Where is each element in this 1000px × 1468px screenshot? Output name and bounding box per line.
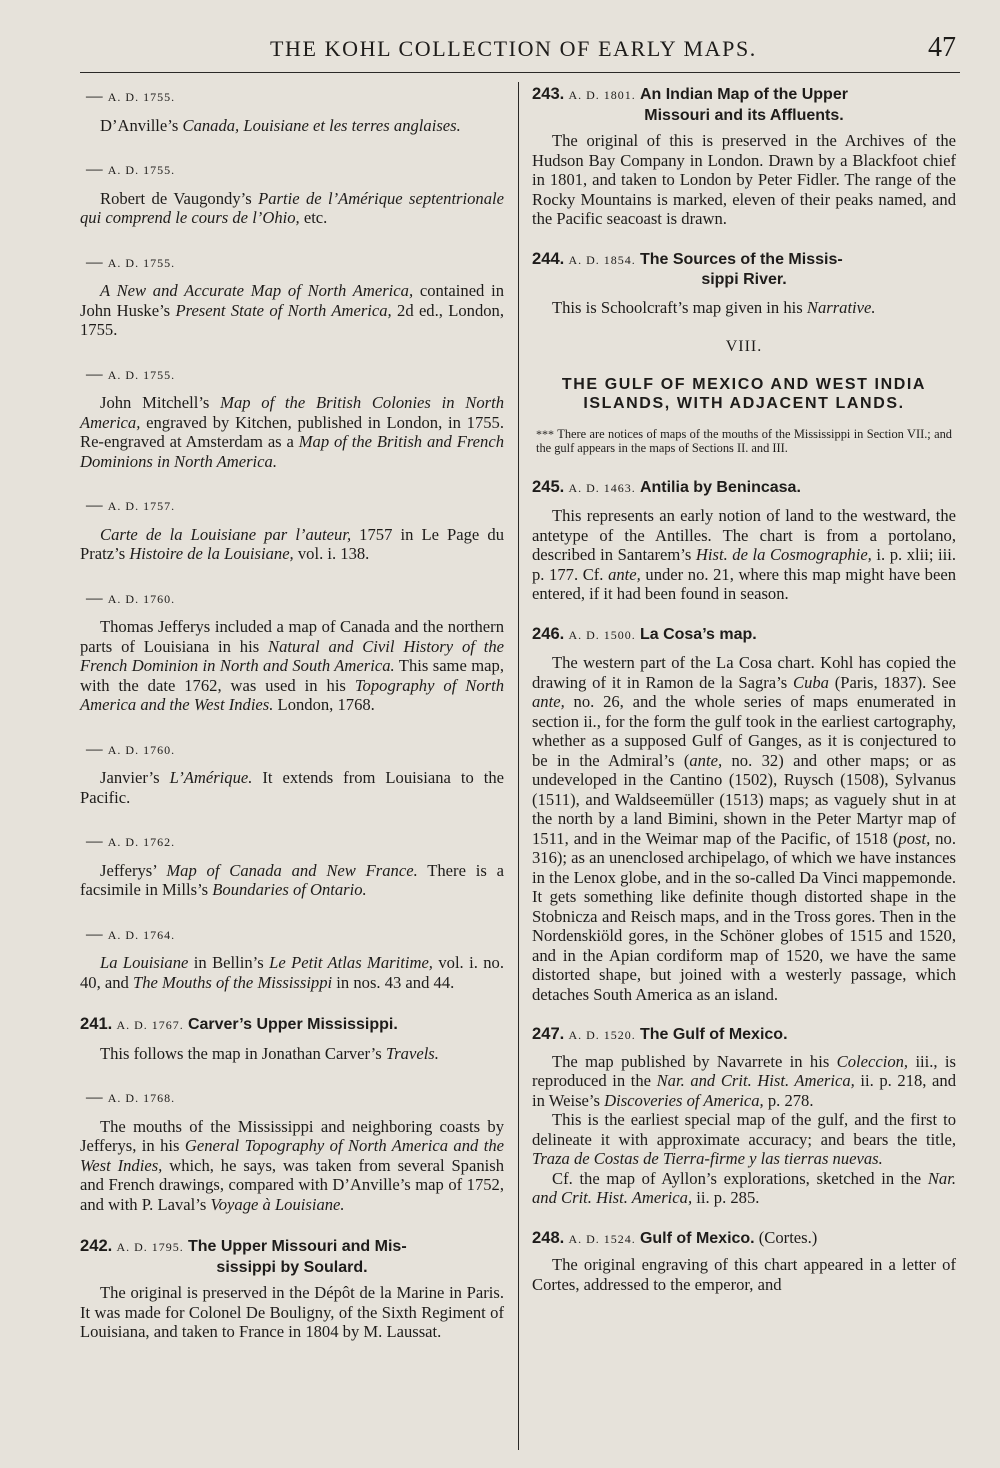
entry-date: — A. D. 1768. xyxy=(86,1087,176,1106)
section-title: THE GULF OF MEXICO AND WEST INDIA ISLANDS, WITH ADJACENT LANDS. xyxy=(561,375,927,412)
entry-text: Thomas Jefferys included a map of Canada and the northern parts of Louisiana in his Natural and Civil History of the French Dominion in North and South America. This same map, with the date 1762, was used in his Topography of North America and the West Indies. London, 1768. xyxy=(80,617,504,714)
entry-heading-continued: sissippi by Soulard. xyxy=(216,1258,368,1276)
entry-text: Jefferys’ Map of Canada and New France. There is a facsimile in Mills’s Boundaries of Ontario. xyxy=(80,860,504,899)
entry-paragraph: Cf. the map of Ayllon’s explorations, sketched in the Nar. and Crit. Hist. America, ii. p. 285. xyxy=(532,1168,956,1207)
entry-248 xyxy=(532,1228,956,1295)
entry-date: — A. D. 1757. xyxy=(86,495,176,514)
entry-1762 xyxy=(80,831,504,900)
entry-1757 xyxy=(80,495,504,564)
entry-heading-continued: sippi River. xyxy=(701,271,787,288)
entry-245 xyxy=(532,477,956,604)
entry-heading: 241. A. D. 1767. Carver’s Upper Mississippi. xyxy=(80,1014,398,1033)
entry-1760-janvier xyxy=(80,739,504,808)
entry-1755-danville xyxy=(80,86,504,135)
entry-1768 xyxy=(80,1087,504,1214)
entry-date: — A. D. 1764. xyxy=(86,923,176,943)
entry-244 xyxy=(532,249,956,318)
entry-heading: 242. A. D. 1795. The Upper Missouri and Mis- xyxy=(80,1236,407,1255)
entry-text: D’Anville’s Canada, Louisiane et les terres anglaises. xyxy=(100,115,461,135)
page-number: 47 xyxy=(928,32,956,63)
entry-text: The western part of the La Cosa chart. Kohl has copied the drawing of it in Ramon de la Sagra’s Cuba (Paris, 1837). See ante, no. 26, and the whole series of maps enumerated in section ii., for the form the gulf took in the earliest cartography, whether as a supposed Gulf of Ganges, as it is conjectured to be in the Admiral’s (ante, no. 32) and other maps; or as undeveloped in the Cantino (1502), Ruysch (1508), Sylvanus (1511), and Waldseemüller (1513) maps; as vaguely shut in at the north by a land Bimini, shown in the Peter Martyr map of 1511, and in the Weimar map of the Pacific, of 1518 (post, no. 316); as an unenclosed archipelago, of which we have instances in the Lenox globe, and in the so-called Da Vinci mappemonde. It gets something like definite though distorted shape in the Stobnicza and Reisch maps, and in the Tross gores. Then in the Nordenskiöld gores, in the Schöner globes of 1515 and 1520, and in the Apian cordiform map of 1520, we have the same distorted shape, but joined with a westerly passage, which detaches South America as an island. xyxy=(532,653,957,1004)
section-note: *** There are notices of maps of the mouths of the Mississippi in Section VII.; and the gulf appears in the maps of Sections II. and III. xyxy=(536,426,952,455)
entry-text: La Louisiane in Bellin’s Le Petit Atlas Maritime, vol. i. no. 40, and The Mouths of the Mississippi in nos. 43 and 44. xyxy=(80,953,504,992)
running-head xyxy=(80,34,960,74)
entry-text: The original engraving of this chart appeared in a letter of Cortes, addressed to the emperor, and xyxy=(532,1255,956,1294)
entry-date: — A. D. 1755. xyxy=(86,363,176,383)
entry-text: This follows the map in Jonathan Carver’s Travels. xyxy=(100,1043,439,1063)
entry-text: The map published by Navarrete in his Coleccion, iii., is reproduced in the Nar. and Crit. Hist. America, ii. p. 218, and in Weise’s Discoveries of America, p. 278. xyxy=(532,1051,956,1110)
entry-text: A New and Accurate Map of North America, contained in John Huske’s Present State of North America, 2d ed., London, 1755. xyxy=(80,281,504,339)
entry-date: — A. D. 1755. xyxy=(86,251,176,271)
entry-text: Carte de la Louisiane par l’auteur, 1757 in Le Page du Pratz’s Histoire de la Louisiane, vol. i. 138. xyxy=(80,524,504,563)
entry-241 xyxy=(80,1014,504,1063)
column-divider xyxy=(518,82,519,1450)
entry-heading: 246. A. D. 1500. La Cosa’s map. xyxy=(532,623,757,643)
entry-1755-vaugondy xyxy=(80,159,504,228)
entry-date: — A. D. 1755. xyxy=(86,159,176,178)
entry-1755-huske xyxy=(80,252,504,340)
entry-247 xyxy=(532,1024,956,1208)
entry-paragraph: This is the earliest special map of the gulf, and the first to delineate it with approximate accuracy; and bears the title, Traza de Costas de Tierra-firme y las tierras nuevas. xyxy=(532,1110,956,1168)
entry-text: The original of this is preserved in the Archives of the Hudson Bay Company in London. Drawn by a Blackfoot chief in 1801, and taken to London by Peter Fidler. The range of the Rocky Mountains is marked, eleven of their peaks named, and the Pacific seacoast is drawn. xyxy=(532,131,956,228)
entry-date: — A. D. 1760. xyxy=(86,738,176,758)
entry-date: — A. D. 1760. xyxy=(86,587,176,607)
header-rule xyxy=(80,72,960,73)
entry-date: — A. D. 1755. xyxy=(86,86,176,105)
running-title: THE KOHL COLLECTION OF EARLY MAPS. xyxy=(270,36,757,61)
entry-text: Robert de Vaugondy’s Partie de l’Amérique septentrionale qui comprend le cours de l’Ohio, etc. xyxy=(80,188,504,227)
section-viii xyxy=(532,337,956,455)
left-column xyxy=(80,82,504,1448)
entry-heading: 244. A. D. 1854. The Sources of the Missis- xyxy=(532,248,843,268)
entry-heading: 248. A. D. 1524. Gulf of Mexico. (Cortes.) xyxy=(532,1227,818,1247)
entry-1764 xyxy=(80,924,504,993)
entry-text: Janvier’s L’Amérique. It extends from Louisiana to the Pacific. xyxy=(80,768,505,807)
entry-1755-mitchell xyxy=(80,364,504,472)
entry-text: John Mitchell’s Map of the British Colonies in North America, engraved by Kitchen, published in London, in 1755. Re-engraved at Amsterdam as a Map of the British and French Dominions in North America. xyxy=(80,393,504,471)
entry-242 xyxy=(80,1236,504,1342)
entry-heading: 247. A. D. 1520. The Gulf of Mexico. xyxy=(532,1024,788,1043)
entry-243 xyxy=(532,84,956,229)
entry-heading-continued: Missouri and its Affluents. xyxy=(644,106,844,124)
entry-1760-jefferys xyxy=(80,588,504,715)
section-numeral: VIII. xyxy=(725,338,763,355)
right-column xyxy=(532,82,956,1448)
entry-text: This is Schoolcraft’s map given in his Narrative. xyxy=(552,297,876,317)
entry-heading: 245. A. D. 1463. Antilia by Benincasa. xyxy=(532,476,801,496)
entry-text: The original is preserved in the Dépôt de la Marine in Paris. It was made for Colonel De Bouligny, of the Sixth Regiment of Louisiana, and taken to France in 1804 by M. Laussat. xyxy=(80,1283,504,1341)
entry-heading: 243. A. D. 1801. An Indian Map of the Upper xyxy=(532,84,848,103)
entry-date: — A. D. 1762. xyxy=(86,831,176,850)
entry-text: The mouths of the Mississippi and neighboring coasts by Jefferys, in his General Topography of North America and the West Indies, which, he says, was taken from several Spanish and French drawings, compared with D’Anville’s map of 1752, and with P. Laval’s Voyage à Louisiane. xyxy=(80,1116,504,1214)
entry-246 xyxy=(532,624,956,1005)
entry-text: This represents an early notion of land to the westward, the antetype of the Antilles. The chart is from a portolano, described in Santarem’s Hist. de la Cosmographie, i. p. xlii; iii. p. 177. Cf. ante, under no. 21, where this map might have been entered, if it had been found in season. xyxy=(532,506,957,603)
